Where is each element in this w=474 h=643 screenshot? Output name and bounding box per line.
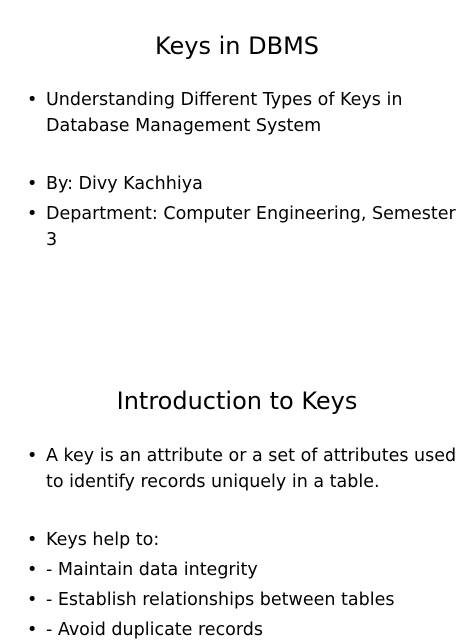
bullet-item	[27, 617, 466, 643]
bullet-text: Understanding Different Types of Keys in Database Management System	[46, 90, 403, 136]
bullet-text: A key is an attribute or a set of attributes used to identify records uniquely in a table.	[46, 446, 457, 492]
bullet-item	[27, 201, 466, 253]
slide-title: Introduction to Keys	[116, 387, 358, 415]
bullet-icon: •	[27, 446, 38, 466]
bullet-list	[27, 87, 466, 253]
bullet-text: - Establish relationships between tables	[46, 590, 395, 610]
bullet-item	[27, 557, 466, 583]
bullet-item	[27, 443, 466, 495]
bullet-item	[27, 171, 466, 197]
slide-2	[0, 316, 474, 640]
bullet-icon: •	[27, 204, 38, 224]
bullet-icon: •	[27, 590, 38, 610]
slide-title: Keys in DBMS	[154, 32, 320, 60]
bullet-icon: •	[27, 620, 38, 640]
bullet-text: Department: Computer Engineering, Semester 3	[46, 204, 456, 250]
bullet-text: Keys help to:	[46, 530, 160, 550]
bullet-icon: •	[27, 174, 38, 194]
bullet-icon: •	[27, 530, 38, 550]
bullet-item	[27, 527, 466, 553]
bullet-icon: •	[27, 90, 38, 110]
bullet-text: By: Divy Kachhiya	[46, 174, 203, 194]
bullet-text: - Avoid duplicate records	[46, 620, 264, 640]
bullet-item	[27, 587, 466, 613]
bullet-icon: •	[27, 560, 38, 580]
bullet-item	[27, 87, 466, 139]
bullet-list	[27, 443, 466, 643]
slide-1	[0, 0, 474, 316]
bullet-text: - Maintain data integrity	[46, 560, 258, 580]
